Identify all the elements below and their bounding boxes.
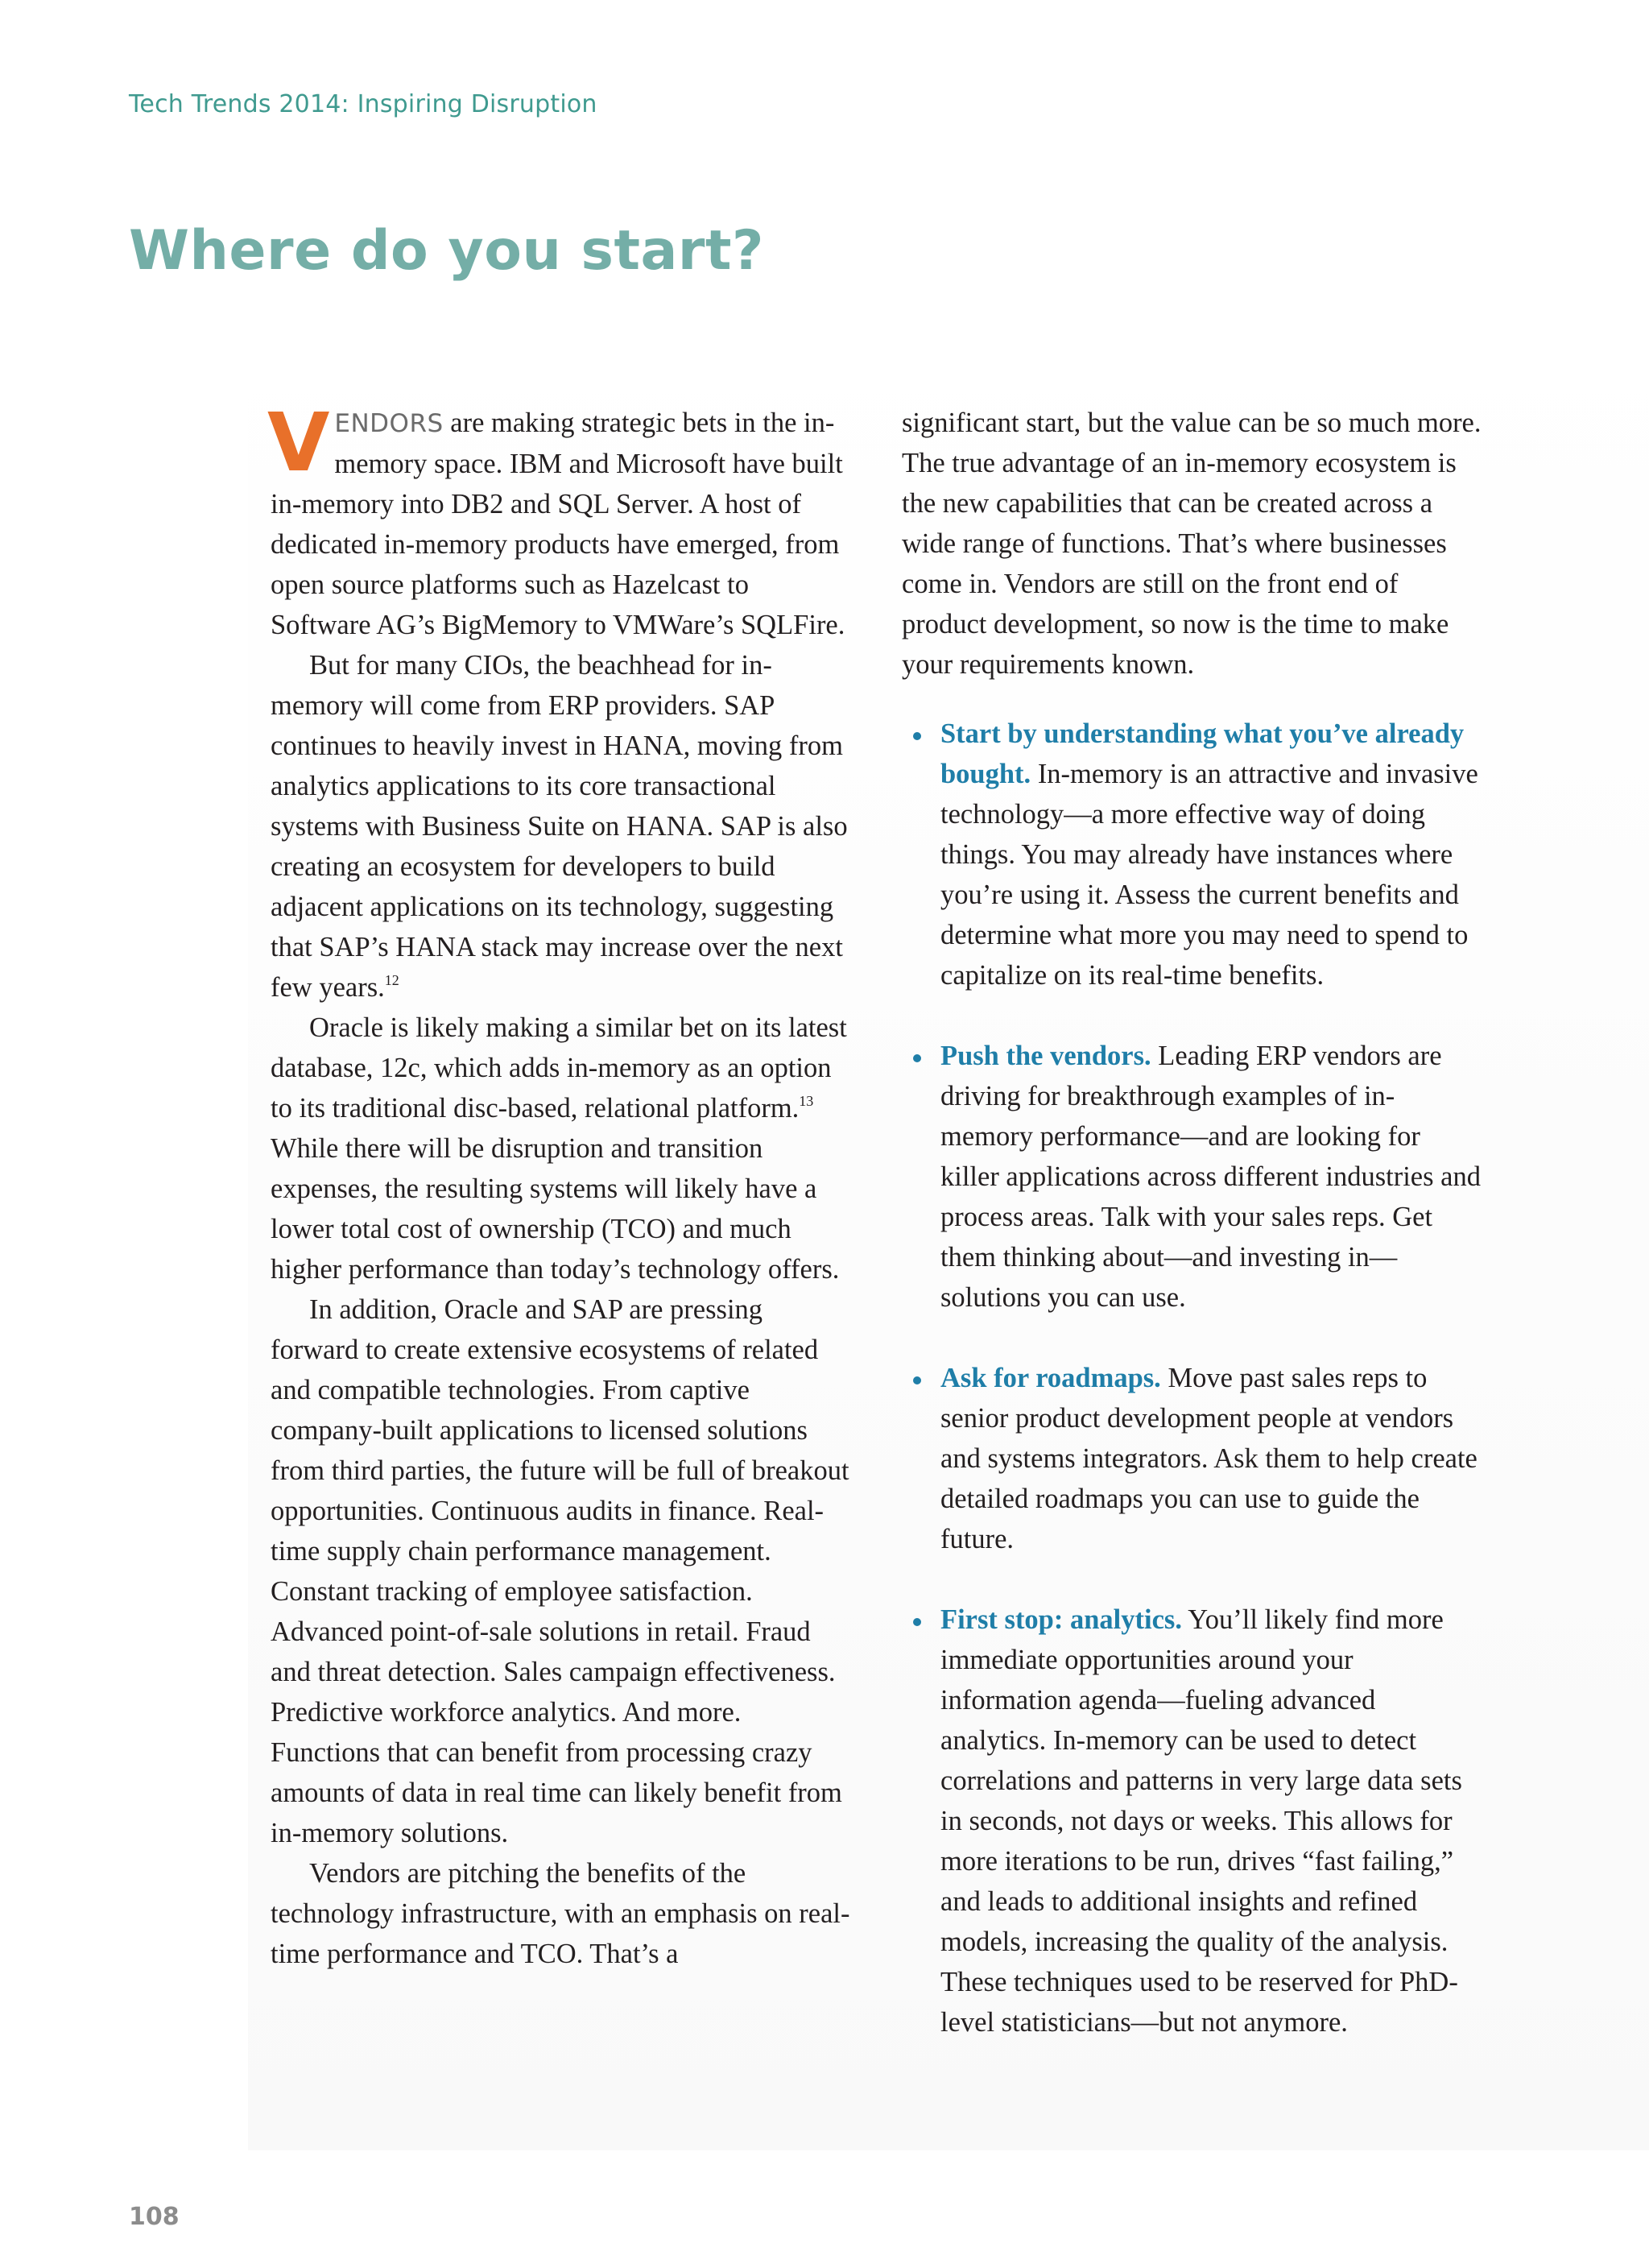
list-item bbox=[902, 1600, 1482, 2042]
lead-in-smallcaps: ENDORS bbox=[334, 409, 444, 438]
bullet-lead: Push the vendors. bbox=[940, 1041, 1151, 1071]
bullet-text: Leading ERP vendors are driving for breakthrough examples of in-memory performance—and are looking for killer applications across different industries and process areas. Talk with your sales reps. Get them thinking about—and investing in—solutions you can use. bbox=[940, 1041, 1481, 1313]
bullet-dot-icon bbox=[913, 1054, 921, 1062]
right-column bbox=[902, 403, 1482, 2083]
left-column bbox=[267, 395, 850, 1974]
intro-paragraph bbox=[267, 395, 850, 645]
page-number: 108 bbox=[129, 2203, 180, 2231]
bullet-dot-icon bbox=[913, 1376, 921, 1384]
paragraph-ecosystems: In addition, Oracle and SAP are pressing forward to create extensive ecosystems of related and compatible technologies. From captive company-built applications to licensed solutions from third parties, the future will be full of breakout opportunities. Continuous audits in finance. Real-time supply chain performance management. Constant tracking of employee satisfaction. Advanced point-of-sale solutions in retail. Fraud and threat detection. Sales campaign effectiveness. Predictive workforce analytics. And more. Functions that can benefit from processing crazy amounts of data in real time can likely benefit from in-memory solutions. bbox=[271, 1294, 849, 1848]
bullet-lead: Ask for roadmaps. bbox=[940, 1363, 1161, 1393]
list-item bbox=[902, 714, 1482, 995]
bullet-dot-icon bbox=[913, 732, 921, 740]
footnote-ref-13: 13 bbox=[799, 1093, 814, 1109]
bullet-text: Move past sales reps to senior product development people at vendors and systems integrators. Ask them to help create detailed roadmaps you can use to guide the future. bbox=[940, 1363, 1477, 1554]
drop-cap: V bbox=[267, 395, 330, 490]
running-header: Tech Trends 2014: Inspiring Disruption bbox=[129, 90, 597, 118]
footnote-ref-12: 12 bbox=[384, 972, 399, 988]
bullet-dot-icon bbox=[913, 1618, 921, 1626]
paragraph-text-b: While there will be disruption and transition expenses, the resulting systems will likely have a lower total cost of ownership (TCO) and much higher performance than today’s technology offers. bbox=[271, 1133, 840, 1285]
bullet-text: You’ll likely find more immediate opportunities around your information agenda—fueling advanced analytics. In-memory can be used to detect correlations and patterns in very large data sets in seconds, not days or weeks. This allows for more iterations to be run, drives “fast failing,” and leads to additional insights and refined models, increasing the quality of the analysis. These techniques used to be reserved for PhD-level statisticians—but not anymore. bbox=[940, 1604, 1462, 2038]
paragraph-oracle bbox=[271, 1008, 850, 1289]
bullet-text: In-memory is an attractive and invasive technology—a more effective way of doing things. You may already have instances where you’re using it. Assess the current benefits and determine what more you may need to spend to capitalize on its real-time benefits. bbox=[940, 759, 1478, 991]
bullet-lead: First stop: analytics. bbox=[940, 1604, 1182, 1635]
list-item bbox=[902, 1036, 1482, 1318]
list-item bbox=[902, 1358, 1482, 1559]
bullet-lead: Start by understanding what you’ve already bought. bbox=[940, 718, 1465, 789]
page-title: Where do you start? bbox=[129, 219, 764, 283]
paragraph-erp-providers bbox=[271, 645, 850, 1008]
paragraph-text-a: Oracle is likely making a similar bet on its latest database, 12c, which adds in-memory as an option to its traditional disc-based, relational platform. bbox=[271, 1012, 847, 1124]
recommendation-list bbox=[902, 714, 1482, 2042]
paragraph-vendors-pitching: Vendors are pitching the benefits of the technology infrastructure, with an emphasis on real-time performance and TCO. That’s a bbox=[271, 1858, 850, 1969]
paragraph-continuation: significant start, but the value can be so much more. The true advantage of an in-memory ecosystem is the new capabilities that can be created across a wide range of functions. That’s where businesses come in. Vendors are still on the front end of product development, so now is the time to make your requirements known. bbox=[902, 408, 1482, 680]
intro-text: are making strategic bets in the in-memory space. IBM and Microsoft have built in-memory into DB2 and SQL Server. A host of dedicated in-memory products have emerged, from open source platforms such as Hazelcast to Software AG’s BigMemory to VMWare’s SQLFire. bbox=[271, 408, 845, 640]
paragraph-text: But for many CIOs, the beachhead for in-memory will come from ERP providers. SAP continues to heavily invest in HANA, moving from analytics applications to its core transactional systems with Business Suite on HANA. SAP is also creating an ecosystem for developers to build adjacent applications on its technology, suggesting that SAP’s HANA stack may increase over the next few years. bbox=[271, 650, 848, 1003]
